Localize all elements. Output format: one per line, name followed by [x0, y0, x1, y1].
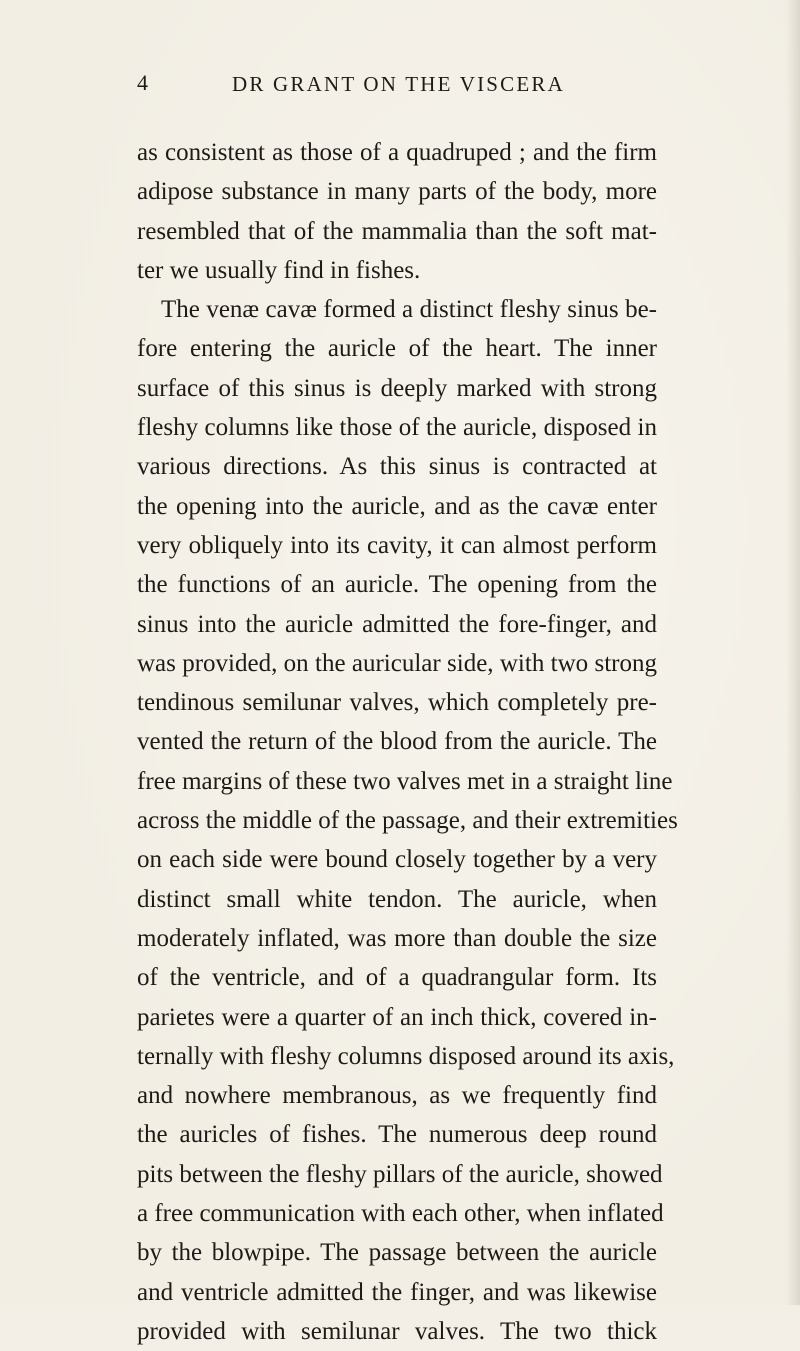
- text-line: parietes were a quarter of an inch thick, covered in-: [137, 1003, 657, 1031]
- text-line: tendinous semilunar valves, which completely pre-: [137, 689, 657, 717]
- page-edge-shadow: [786, 0, 800, 1305]
- page-number: 4: [137, 70, 148, 95]
- text-line: ter we usually find in fishes.: [137, 256, 421, 284]
- text-line: The venæ cavæ formed a distinct fleshy sinus be-: [161, 296, 657, 324]
- text-line: the functions of an auricle. The opening from the: [137, 571, 657, 599]
- text-line: and nowhere membranous, as we frequently find: [137, 1082, 657, 1110]
- body-text: [137, 133, 678, 1351]
- text-line: adipose substance in many parts of the body, more: [137, 178, 657, 206]
- text-line: free margins of these two valves met in a straight line: [137, 767, 673, 795]
- text-line: on each side were bound closely together by a very: [137, 846, 657, 874]
- text-line: across the middle of the passage, and their extremities: [137, 807, 678, 835]
- text-line: various directions. As this sinus is contracted at: [137, 453, 657, 481]
- text-line: a free communication with each other, when inflated: [137, 1200, 664, 1228]
- text-line: fore entering the auricle of the heart. The inner: [137, 335, 657, 363]
- text-line: provided with semilunar valves. The two thick: [137, 1317, 657, 1345]
- text-line: pits between the fleshy pillars of the auricle, showed: [137, 1160, 663, 1188]
- text-line: and ventricle admitted the finger, and was likewise: [137, 1278, 657, 1306]
- page-header: [0, 70, 800, 104]
- text-line: sinus into the auricle admitted the fore-finger, and: [137, 610, 657, 638]
- text-line: resembled that of the mammalia than the soft mat-: [137, 217, 657, 245]
- text-line: of the ventricle, and of a quadrangular form. Its: [137, 964, 657, 992]
- text-line: the opening into the auricle, and as the cavæ enter: [137, 492, 657, 520]
- text-line: by the blowpipe. The passage between the auricle: [137, 1239, 657, 1267]
- text-line: was provided, on the auricular side, with two strong: [137, 649, 657, 677]
- text-line: vented the return of the blood from the auricle. The: [137, 728, 657, 756]
- text-line: the auricles of fishes. The numerous deep round: [137, 1121, 657, 1149]
- text-line: ternally with fleshy columns disposed around its axis,: [137, 1042, 675, 1070]
- text-line: surface of this sinus is deeply marked with strong: [137, 374, 657, 402]
- text-line: as consistent as those of a quadruped ; and the firm: [137, 139, 657, 166]
- text-line: moderately inflated, was more than double the size: [137, 924, 657, 952]
- running-head: DR GRANT ON THE VISCERA: [232, 72, 565, 96]
- text-line: very obliquely into its cavity, it can almost perform: [137, 531, 657, 559]
- text-line: fleshy columns like those of the auricle, disposed in: [137, 414, 657, 442]
- text-line: distinct small white tendon. The auricle, when: [137, 885, 657, 913]
